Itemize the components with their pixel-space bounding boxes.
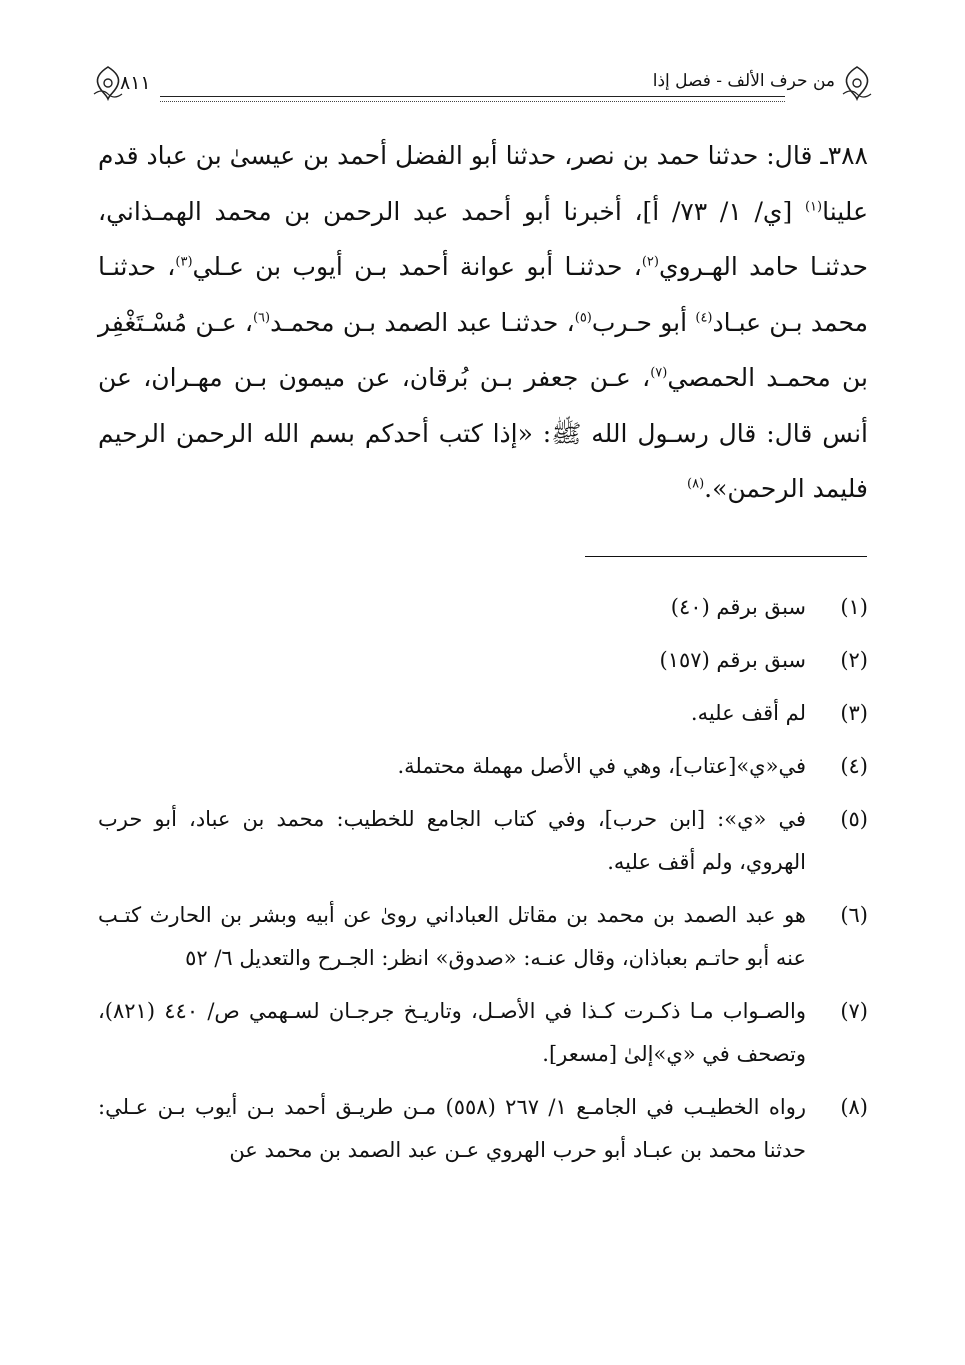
- footnote-separator: [585, 556, 867, 557]
- footnote-ref[interactable]: (٢): [641, 254, 659, 270]
- page-header: [90, 62, 875, 106]
- page-number: ٨١١: [120, 72, 151, 94]
- ornament-icon: [839, 64, 875, 102]
- main-text: [98, 128, 868, 517]
- footnote: (٥) في «ي»: [ابن حرب]، وفي كتاب الجامع للخطيب: محمد بن عباد، أبو حرب الهروي، ولم أقف عليه.: [98, 807, 868, 874]
- footnote-ref[interactable]: (٦): [252, 310, 271, 326]
- header-dotted-rule: [160, 101, 785, 102]
- running-title: من حرف الألف - فصل إذا: [652, 71, 835, 91]
- footnote: (١) سبق برقم (٤٠): [670, 595, 868, 619]
- header-rule: [160, 96, 785, 97]
- footnote: (٢) سبق برقم (١٥٧): [659, 648, 868, 672]
- footnote-ref[interactable]: (٣): [175, 254, 193, 270]
- footnote-ref[interactable]: (١): [804, 199, 823, 215]
- footnotes: [98, 586, 868, 1182]
- footnote: (٧) والصـواب مـا ذكـرت كـذا في الأصـل، وتاريـخ جرجـان لسـهمي ص/ ٤٤٠ (٨٢١)، وتصحف في «ي»إلىٰ [مسعر].: [98, 999, 868, 1066]
- footnote-ref[interactable]: (٥): [574, 310, 592, 326]
- footnote-ref[interactable]: (٤): [695, 310, 713, 326]
- footnote-ref[interactable]: (٧): [650, 365, 668, 381]
- footnote: (٣) لم أقف عليه.: [690, 701, 868, 725]
- footnote: (٨) رواه الخطيـب في الجامـع ١/ ٢٦٧ (٥٥٨) مـن طريـق أحمد بـن أيوب بـن عـلي: حدثنا محمد بن عبـاد أبو حرب الهروي عـن عبد الصمد بن محمد عن: [98, 1095, 868, 1162]
- hadith-paragraph: ٣٨٨ـ قال: حدثنا حمد بن نصر، حدثنا أبو الفضل أحمد بن عيسىٰ بن عباد قدم علينا$^{(١)}$ [ي/ ١/ ٧٣/ أ]، أخبرنا أبو أحمد عبد الرحمن بن محمد الهمـذاني، حدثنـا حامد الهـروي$^{(٢)}$، حدثنـا أبو عوانة أحمد بـن أيوب بن عـلي$^{(٣)}$، حدثنـا محمد بـن عبـاد$^{(٤)}$ أبو حـرب$^{(٥)}$، حدثنـا عبد الصمد بـن محمـد$^{(٦)}$، عـن مُسْـتَغْفِر بن محمـد الحمصي$^{(٧)}$، عـن جعفر بـن بُرقان، عن ميمون بـن مهـران، عن أنس قال: قال رسـول الله ﷺ: «إذا كتب أحدكم بسم الله الرحمن الرحيم فليمد الرحمن».$^{(٨)}$: [98, 141, 869, 503]
- footnote: (٤) في«ي»[عتاب]، وهي في الأصل مهملة محتملة.: [397, 754, 868, 778]
- footnote: (٦) هو عبد الصمد بن محمد بن مقاتل العباداني روىٰ عن أبيه وبشر بن الحارث كتـب عنه أبو حاتـم بعباذان، وقال عنـه: «صدوق» انظر: الجـرح والتعديل ٦/ ٥٢: [98, 903, 868, 970]
- footnote-ref[interactable]: (٨): [687, 476, 705, 492]
